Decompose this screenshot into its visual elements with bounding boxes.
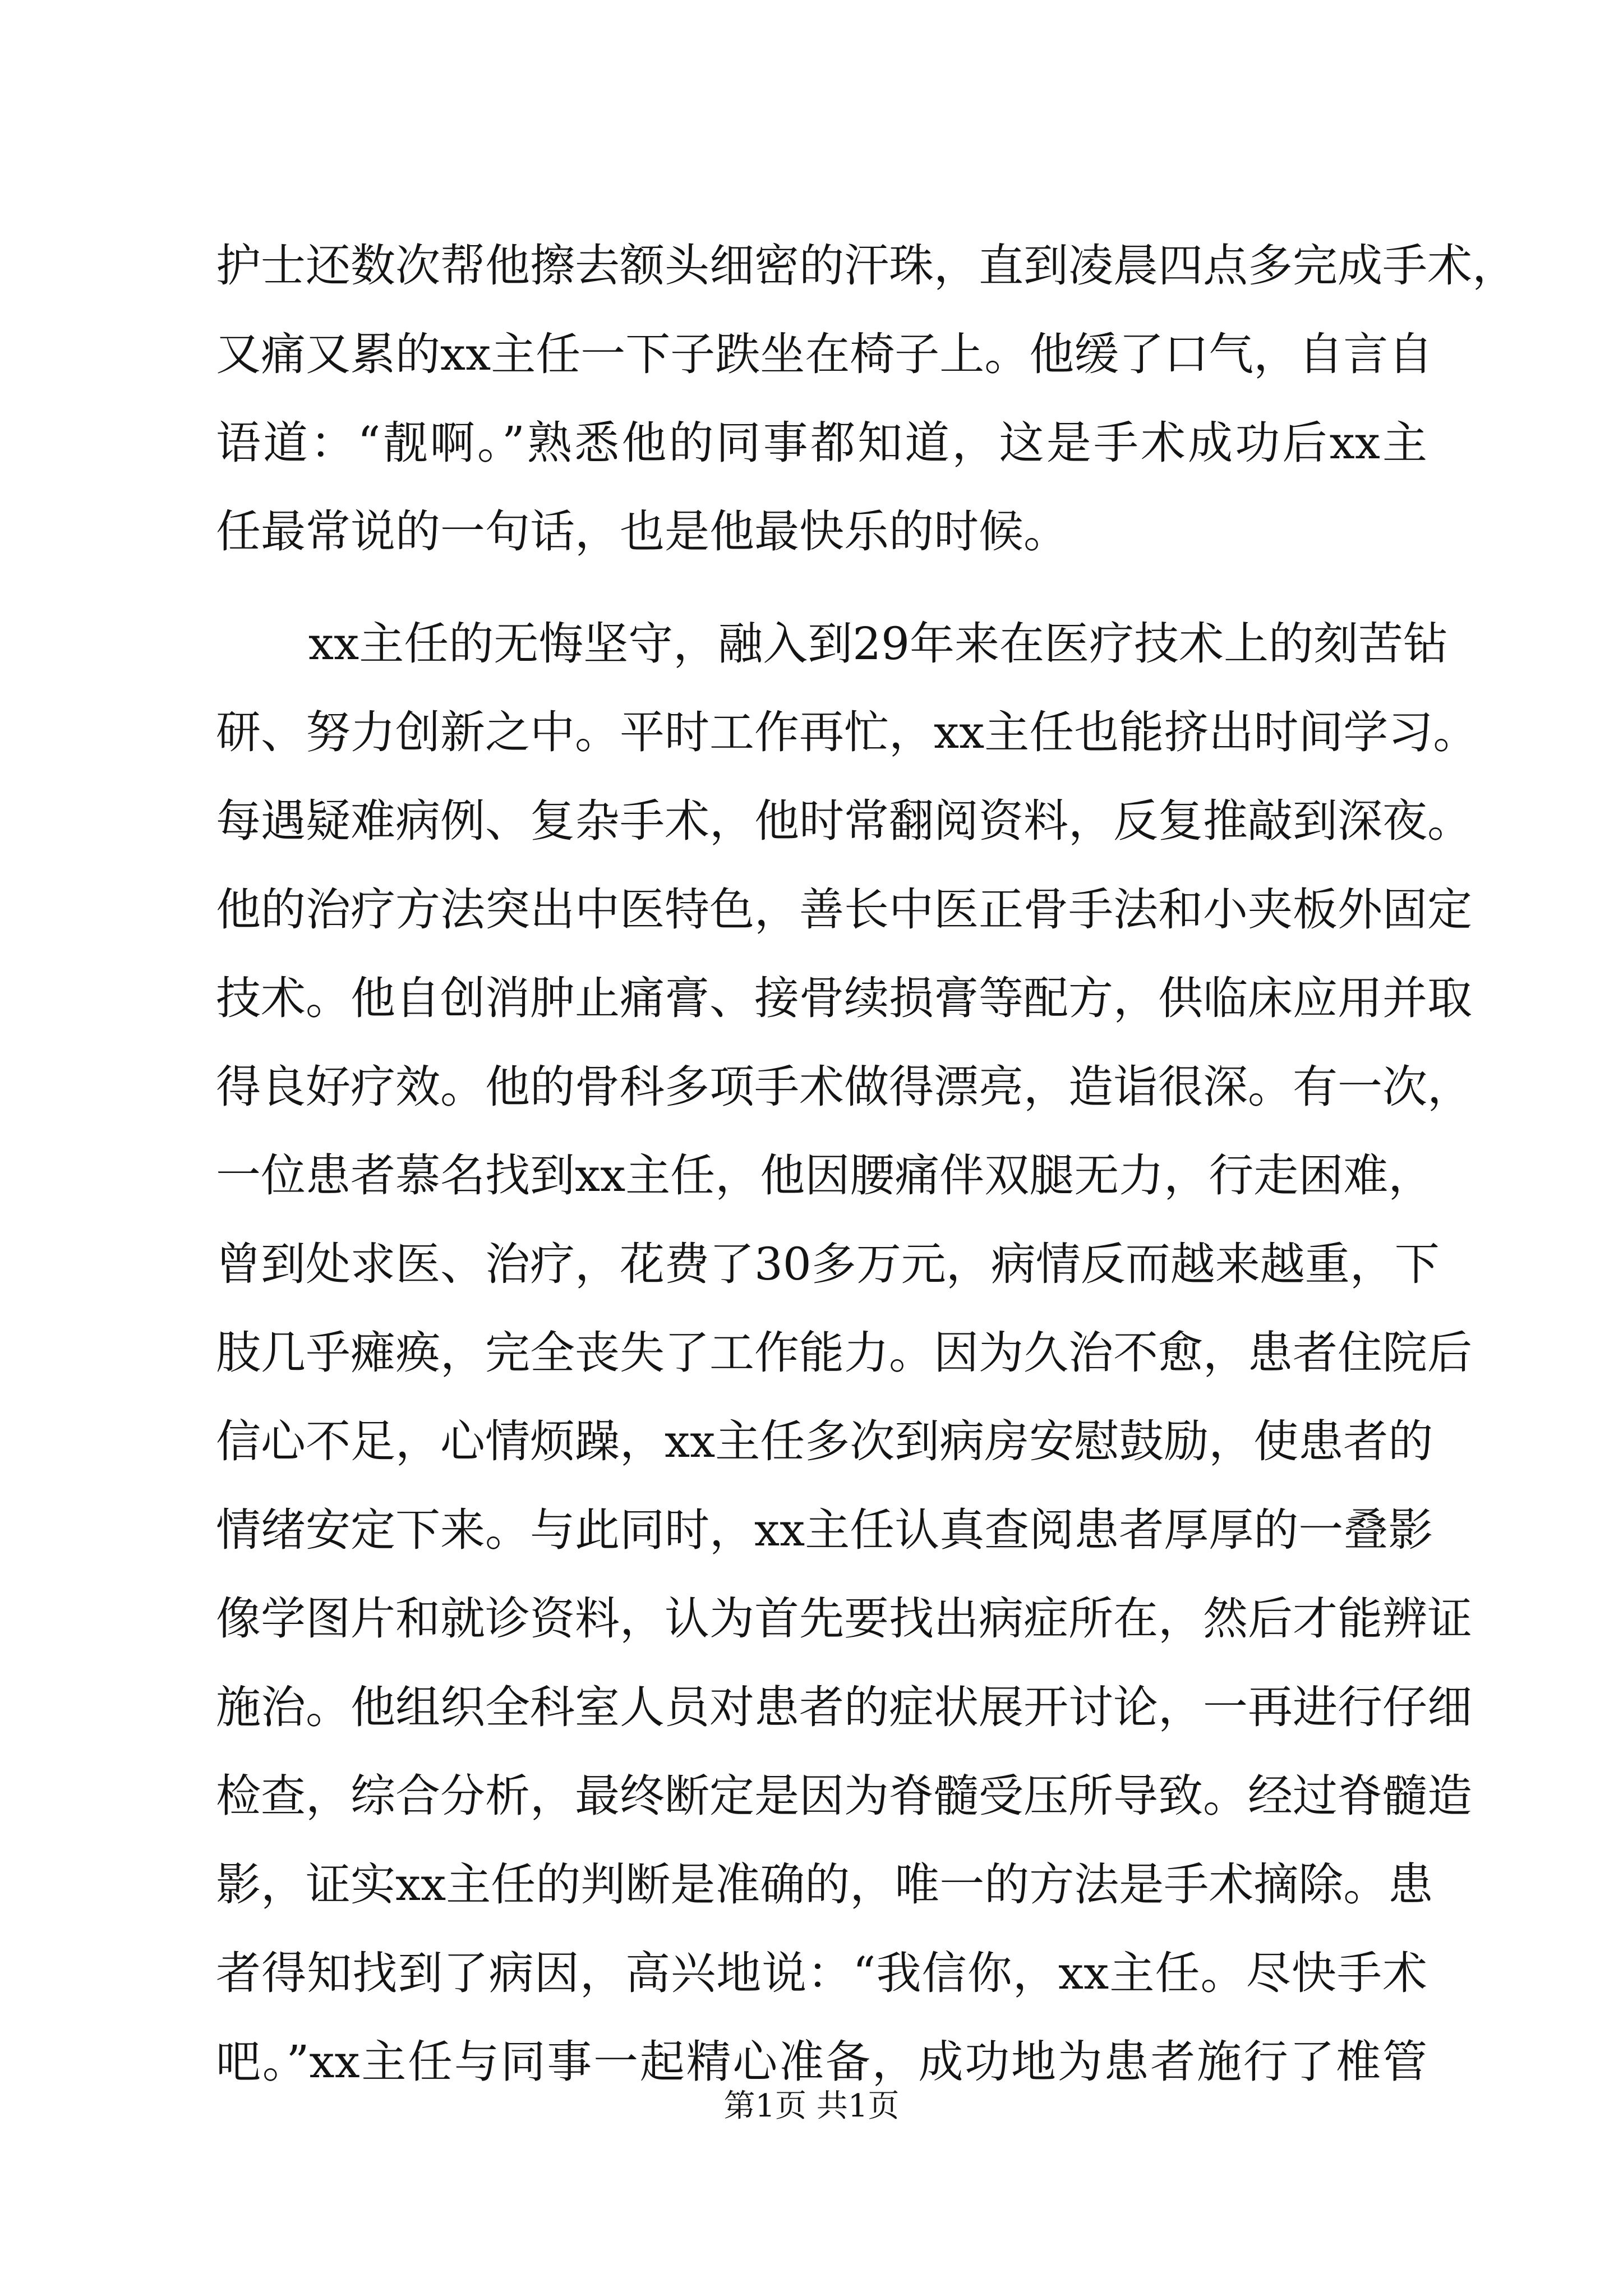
text-line: 曾到处求医、治疗，花费了30多万元，病情反而越来越重，下 — [216, 1238, 1440, 1290]
text-line: 肢几乎瘫痪，完全丧失了工作能力。因为久治不愈，患者住院后 — [216, 1327, 1472, 1379]
text-line: 每遇疑难病例、复杂手术，他时常翻阅资料，反复推敲到深夜。 — [216, 795, 1472, 847]
text-line: 施治。他组织全科室人员对患者的症状展开讨论，一再进行仔细 — [216, 1681, 1472, 1733]
text-line: 研、努力创新之中。平时工作再忙，xx主任也能挤出时间学习。 — [216, 706, 1478, 758]
text-line: xx主任的无悔坚守，融入到29年来在医疗技术上的刻苦钻 — [308, 618, 1449, 670]
text-line: 语道：“靓啊。”熟悉他的同事都知道，这是手术成功后xx主 — [216, 417, 1427, 469]
text-line: 吧。”xx主任与同事一起精心准备，成功地为患者施行了椎管 — [216, 2036, 1427, 2088]
text-line: 护士还数次帮他擦去额头细密的汗珠，直到凌晨四点多完成手术， — [216, 240, 1517, 292]
text-line: 信心不足，心情烦躁，xx主任多次到病房安慰鼓励，使患者的 — [216, 1415, 1433, 1467]
text-line: 得良好疗效。他的骨科多项手术做得漂亮，造诣很深。有一次， — [216, 1061, 1472, 1113]
text-line: 检查，综合分析，最终断定是因为脊髓受压所导致。经过脊髓造 — [216, 1770, 1472, 1822]
text-line: 他的治疗方法突出中医特色，善长中医正骨手法和小夹板外固定 — [216, 884, 1472, 936]
text-line: 情绪安定下来。与此同时，xx主任认真查阅患者厚厚的一叠影 — [216, 1504, 1433, 1556]
text-line: 技术。他自创消肿止痛膏、接骨续损膏等配方，供临床应用并取 — [216, 972, 1472, 1024]
text-line: 者得知找到了病因，高兴地说：“我信你，xx主任。尽快手术 — [216, 1947, 1427, 1999]
text-line: 任最常说的一句话，也是他最快乐的时候。 — [216, 505, 1068, 558]
text-line: 影，证实xx主任的判断是准确的，唯一的方法是手术摘除。患 — [216, 1858, 1433, 1911]
document-body — [216, 222, 1517, 2106]
paragraph-2 — [216, 600, 1478, 2106]
page-number-footer: 第1页 共1页 — [723, 2088, 900, 2124]
text-line: 一位患者慕名找到xx主任，他因腰痛伴双腿无力，行走困难， — [216, 1149, 1433, 1202]
paragraph-1 — [216, 222, 1517, 576]
text-line: 又痛又累的xx主任一下子跌坐在椅子上。他缓了口气，自言自 — [216, 328, 1433, 380]
text-line: 像学图片和就诊资料，认为首先要找出病症所在，然后才能辨证 — [216, 1593, 1472, 1645]
